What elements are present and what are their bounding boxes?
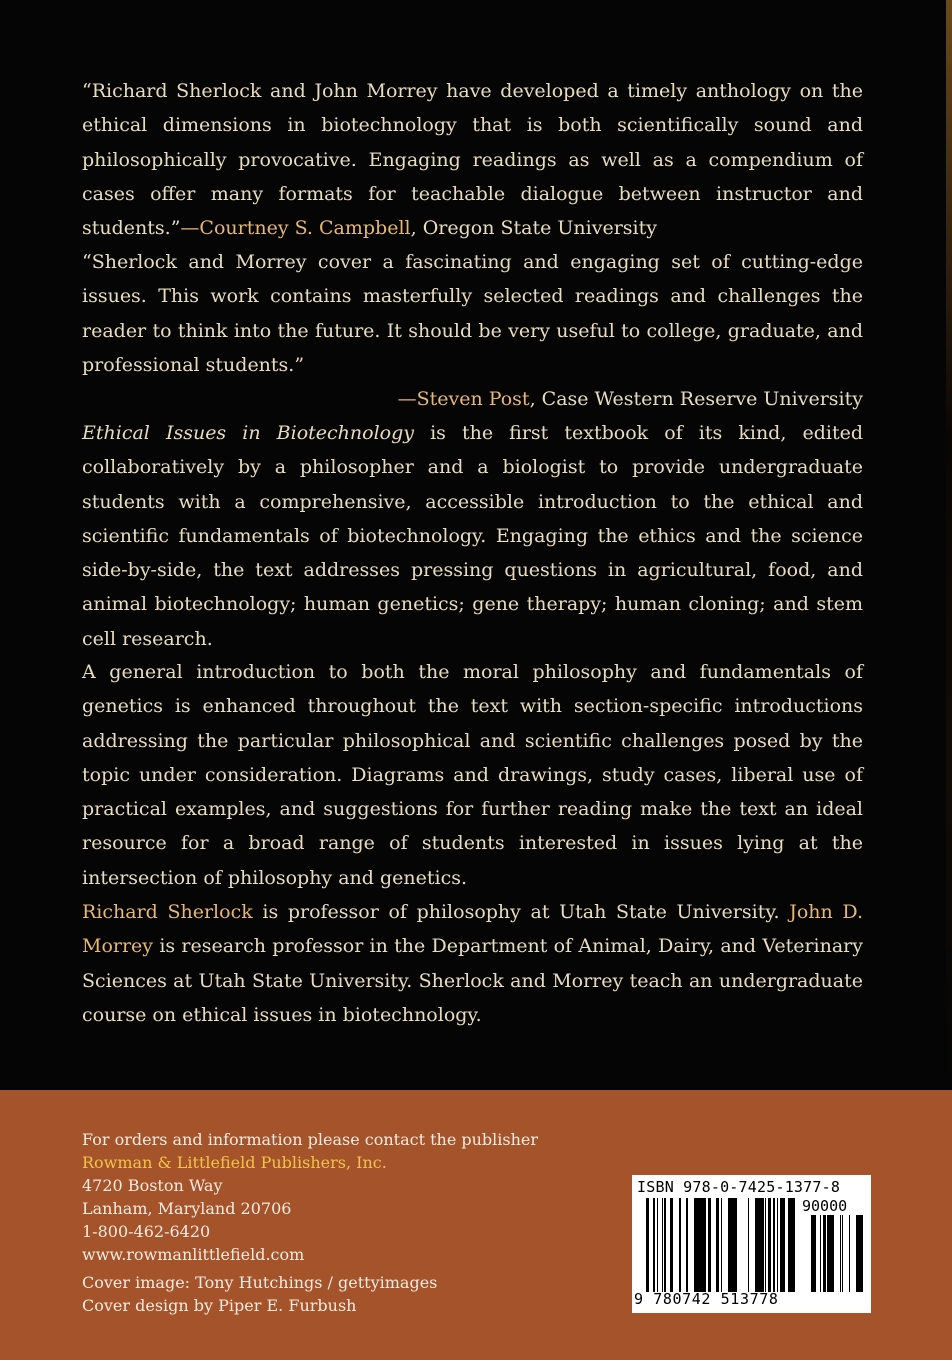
quote-affiliation: , Case Western Reserve University	[529, 388, 863, 411]
intro-text: A general introduction to both the moral philosophy and fundamentals of genetics is enhanced throughout the text with section-specific introductions addressing the particular philosophical and scientific challenges posed by the topic under consideration. Diagrams and drawings, study cases, liberal use of practical examples, and suggestions for further reading make the text an ideal resource for a broad range of students interested in issues lying at the intersection of philosophy and genetics.	[82, 661, 863, 889]
publisher-info	[82, 1128, 538, 1317]
book-description	[82, 416, 863, 656]
quote-author: —Courtney S. Campbell	[180, 217, 411, 240]
publisher-phone: 1-800-462-6420	[82, 1222, 211, 1241]
isbn-barcode	[632, 1175, 871, 1313]
isbn-number: ISBN 978-0-7425-1377-8	[637, 1178, 841, 1196]
quote-attribution	[82, 382, 863, 416]
barcode-addon-bars	[804, 1215, 864, 1292]
cover-image-credit: Cover image: Tony Hutchings / gettyimages	[82, 1273, 438, 1292]
author-bio-morrey: is research professor in the Department of Animal, Dairy, and Veterinary Sciences at Utah State University. Sherlock and Morrey teach an undergraduate course on ethical issues in biotechnology.	[82, 935, 863, 1026]
publisher-address-city: Lanham, Maryland 20706	[82, 1199, 292, 1218]
review-quote-campbell	[82, 74, 863, 245]
quote-author: —Steven Post	[397, 388, 530, 411]
book-title: Ethical Issues in Biotechnology	[82, 422, 414, 444]
quote-affiliation: , Oregon State University	[410, 217, 657, 240]
cover-design-credit: Cover design by Piper E. Furbush	[82, 1296, 357, 1315]
review-quote-post	[82, 245, 863, 416]
description-body: is the first textbook of its kind, edited collaboratively by a philosopher and a biologist to provide undergraduate students with a comprehensive, accessible introduction to the ethical and scientific fundamentals of biotechnology. Engaging the ethics and the science side-by-side, the text addresses pressing questions in agricultural, food, and animal biotechnology; human genetics; gene therapy; human cloning; and stem cell research.	[82, 422, 863, 650]
author-bios	[82, 895, 863, 1032]
barcode-bars	[646, 1198, 796, 1292]
publisher-name: Rowman & Littlefield Publishers, Inc.	[82, 1153, 387, 1172]
contact-line: For orders and information please contact the publisher	[82, 1130, 539, 1149]
spine-edge	[946, 0, 952, 1090]
quote-text: “Richard Sherlock and John Morrey have developed a timely anthology on the ethical dimensions in biotechnology that is both scientifically sound and philosophically provocative. Engaging readings as well as a compendium of cases offer many formats for teachable dialogue between instructor and students.”	[82, 80, 863, 240]
price-code: 90000	[802, 1197, 848, 1215]
publisher-website: www.rowmanlittlefield.com	[82, 1245, 305, 1264]
publisher-address-street: 4720 Boston Way	[82, 1176, 223, 1195]
author-name-morrey: John D. Morrey	[82, 901, 863, 958]
author-name-sherlock: Richard Sherlock	[82, 901, 253, 923]
book-introduction	[82, 655, 863, 895]
ean-number: 9 780742 513778	[634, 1290, 779, 1308]
author-bio-sherlock: is professor of philosophy at Utah State University.	[252, 901, 790, 923]
quote-text: “Sherlock and Morrey cover a fascinating and engaging set of cutting-edge issues. This work contains masterfully selected readings and challenges the reader to think into the future. It should be very useful to college, graduate, and professional students.”	[82, 251, 863, 376]
